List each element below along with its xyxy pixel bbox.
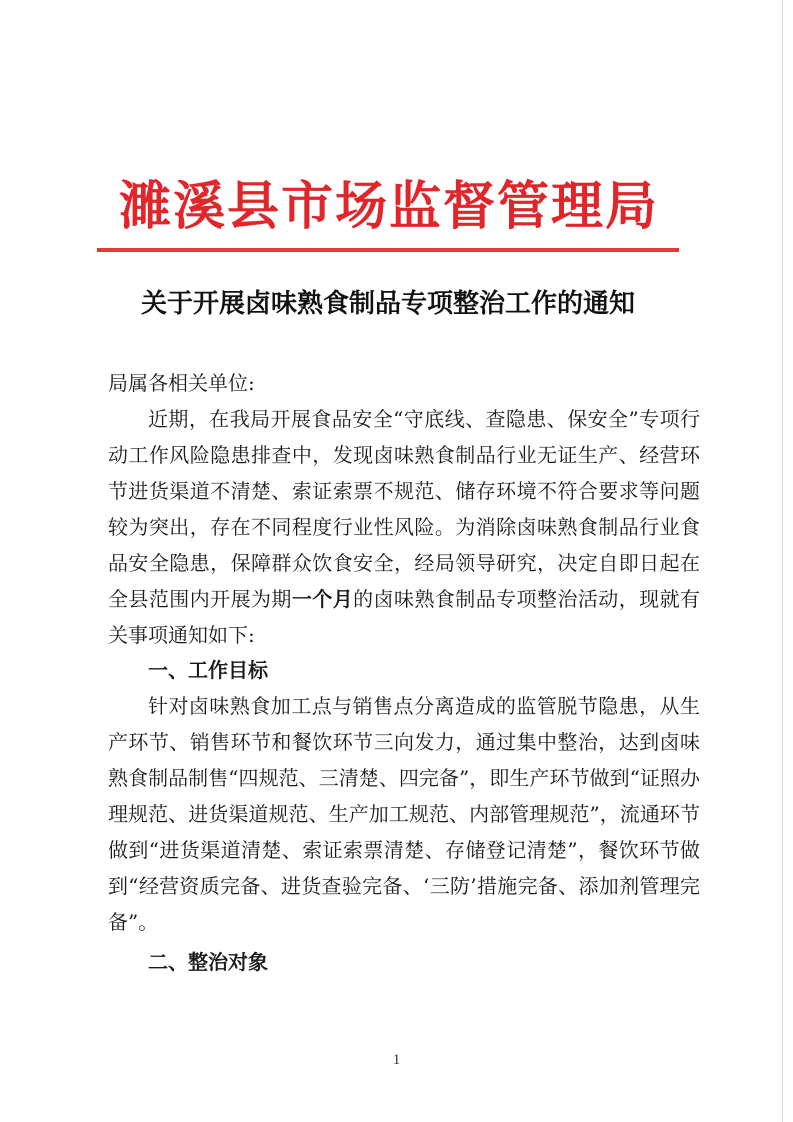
work-goal-paragraph — [108, 688, 700, 940]
work-goal-text: 针对卤味熟食加工点与销售点分离造成的监管脱节隐患，从生产环节、销售环节和餐饮环节三向发力，通过集中整治，达到卤味熟食制品制售“四规范、三清楚、四完备”，即生产环节做到“证照办理规范、进货渠道规范、生产加工规范、内部管理规范”，流通环节做到“进货渠道清楚、索证索票清楚、存储登记清楚”，餐饮环节做到“经营资质完备、进货查验完备、‘三防’措施完备、添加剂管理完备”。 — [108, 694, 700, 934]
intro-text-after: 的卤味熟食制品专项整治活动，现就有关事项通知如下: — [108, 587, 701, 647]
document-title: 关于开展卤味熟食制品专项整治工作的通知 — [140, 289, 635, 319]
intro-emphasis: 一个月 — [291, 587, 354, 611]
red-header-rule — [97, 248, 679, 252]
section-heading-work-goal: 一、工作目标 — [148, 658, 268, 682]
salutation: 局属各相关单位: — [108, 371, 255, 395]
intro-paragraph — [108, 401, 700, 653]
intro-text-before: 近期，在我局开展食品安全“守底线、查隐患、保安全”专项行动工作风险隐患排查中，发现卤味熟食制品行业无证生产、经营环节进货渠道不清楚、索证索票不规范、储存环境不符合要求等问题较为突出，存在不同程度行业性风险。为消除卤味熟食制品行业食品安全隐患，保障群众饮食安全，经局领导研究，决定自即日起在全县范围内开展为期 — [108, 407, 700, 611]
page-number: 1 — [392, 1052, 401, 1068]
section-heading-targets: 二、整治对象 — [148, 950, 268, 974]
scan-edge-line — [782, 0, 783, 1122]
issuing-organization-header: 濉溪县市场监督管理局 — [118, 176, 659, 237]
